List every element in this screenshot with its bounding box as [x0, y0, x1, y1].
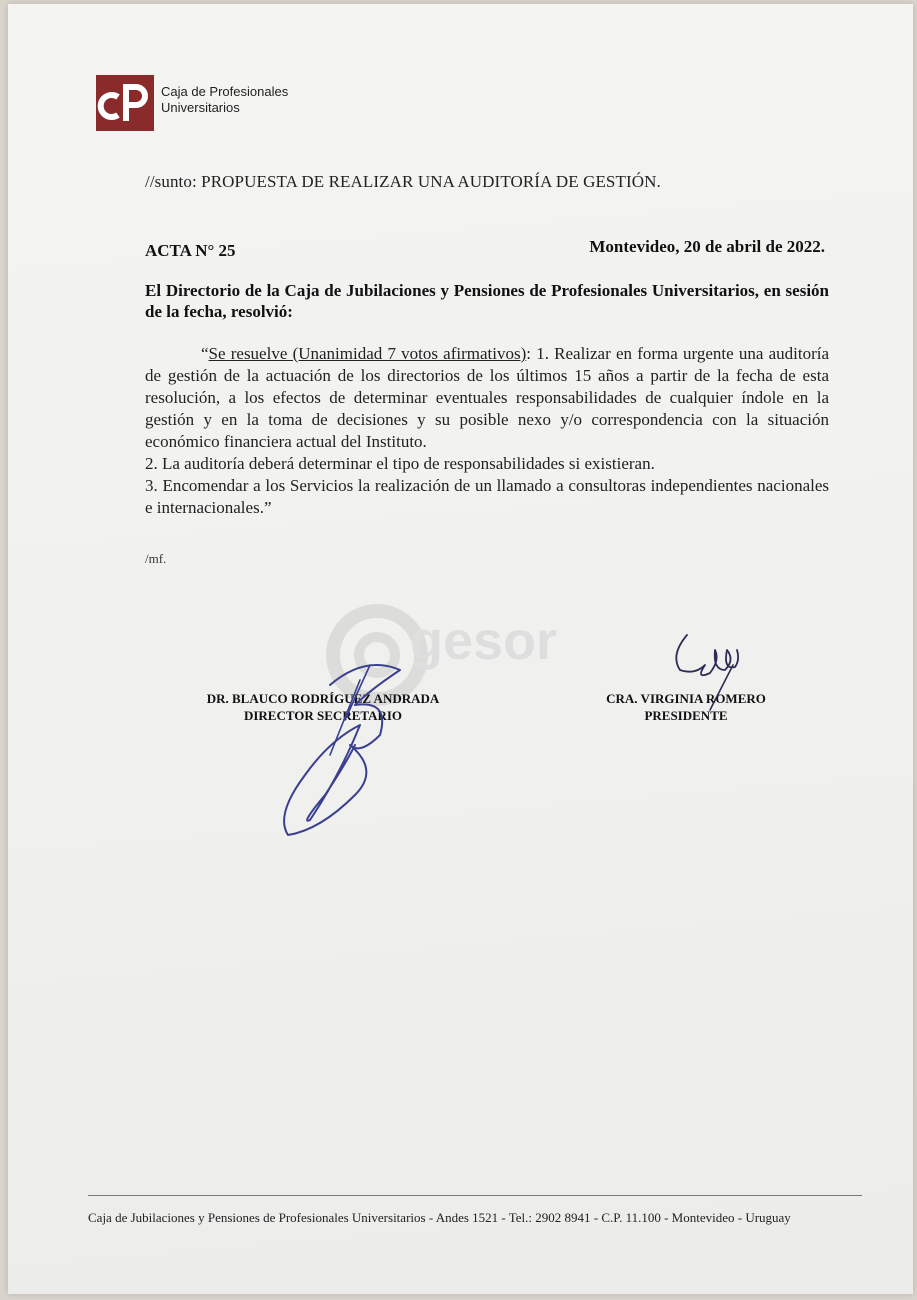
signatory-right-name: CRA. VIRGINIA ROMERO [606, 691, 766, 706]
letterhead-name-line1: Caja de Profesionales [161, 84, 289, 99]
resolution-point-1-text: : 1. Realizar en forma urgente una auditoría de gestión de la actuación de los directorios de los últimos 15 años a partir de la fecha de esta resolución, a los efectos de determinar eventuales responsabilidades de cualquier índole en la gestión y en la toma de decisiones y su posible nexo y/o correspondencia con la situación económico financiera actual del Instituto. [145, 344, 830, 451]
typist-initials: /mf. [145, 551, 167, 566]
footer-contact: - Andes 1521 - Tel.: 2902 8941 - C.P. 11.100 - Montevideo - Uruguay [425, 1210, 791, 1225]
signatory-left-name: DR. BLAUCO RODRÍGUEZ ANDRADA [206, 691, 440, 706]
footer-divider [88, 1195, 862, 1196]
acta-number: ACTA N° 25 [145, 241, 236, 260]
resolution-point-1 [145, 343, 829, 453]
acta-date: Montevideo, 20 de abril de 2022. [589, 237, 825, 256]
letterhead-name [161, 84, 288, 116]
resolution-point-2: 2. La auditoría deberá determinar el tipo de responsabilidades si existieran. [145, 454, 655, 473]
signatory-left-title: DIRECTOR SECRETARIO [243, 708, 403, 723]
footer-org: Caja de Jubilaciones y Pensiones de Profesionales Universitarios [88, 1210, 426, 1225]
resolution-underlined: Se resuelve (Unanimidad 7 votos afirmativos) [208, 344, 527, 363]
watermark-text: gesor [410, 611, 558, 671]
resolution-point-3: 3. Encomendar a los Servicios la realización de un llamado a consultoras independientes nacionales e internacionales.” [145, 476, 829, 517]
signatory-right-title: PRESIDENTE [644, 708, 728, 723]
signatory-left [168, 690, 478, 724]
letterhead-name-line2: Universitarios [161, 100, 240, 115]
intro-paragraph: El Directorio de la Caja de Jubilaciones y Pensiones de Profesionales Universitarios, en sesión de la fecha, resolvió: [145, 281, 829, 321]
signatory-right [576, 690, 796, 724]
open-quote: “ [201, 344, 209, 363]
subject-line: //sunto: PROPUESTA DE REALIZAR UNA AUDITORÍA DE GESTIÓN. [145, 172, 661, 191]
resolution-body [145, 343, 829, 519]
cjppu-logo [96, 75, 154, 131]
footer [88, 1210, 848, 1226]
